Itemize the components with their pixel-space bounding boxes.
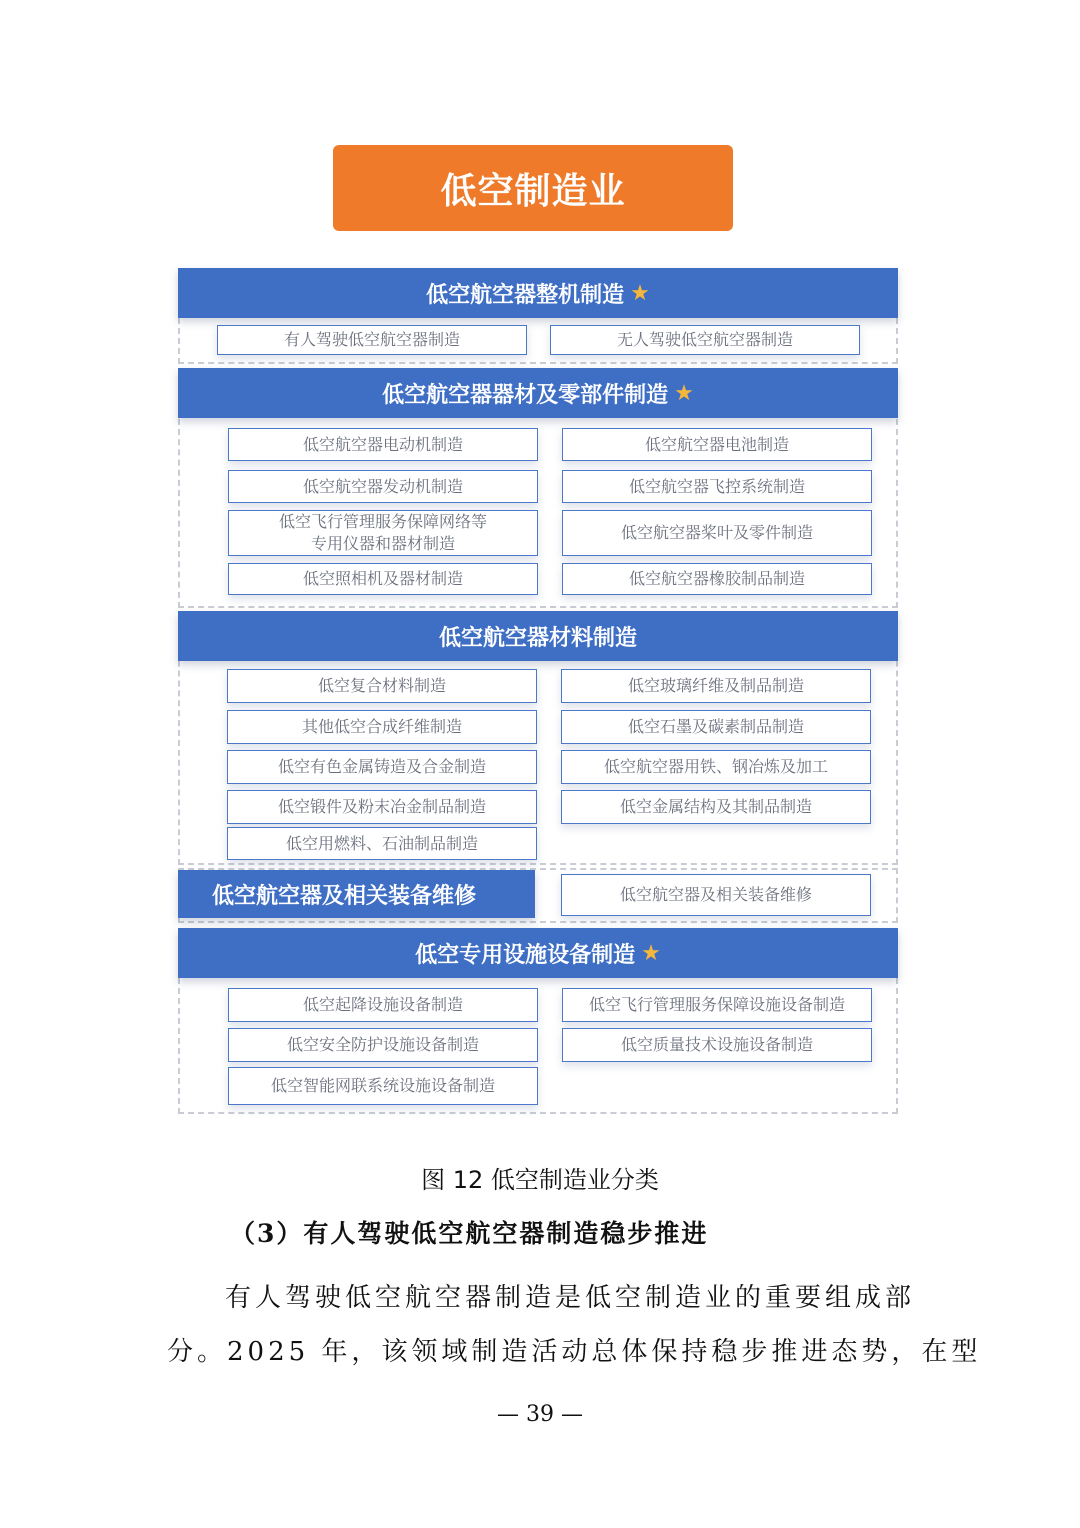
category-item: 低空航空器发动机制造 [228, 470, 538, 503]
category-item: 低空飞行管理服务保障设施设备制造 [562, 988, 872, 1022]
category-item: 低空飞行管理服务保障网络等 专用仪器和器材制造 [228, 510, 538, 556]
category-item: 有人驾驶低空航空器制造 [217, 325, 527, 355]
category-item: 低空安全防护设施设备制造 [228, 1028, 538, 1062]
category-item: 低空航空器用铁、钢冶炼及加工 [561, 750, 871, 784]
category-item: 低空航空器及相关装备维修 [561, 874, 871, 916]
figure-caption: 图 12 低空制造业分类 [421, 1166, 659, 1194]
section-header: 低空专用设施设备制造 ★ [178, 928, 898, 978]
category-item: 其他低空合成纤维制造 [227, 710, 537, 744]
category-item: 低空智能网联系统设施设备制造 [228, 1067, 538, 1105]
category-item: 低空航空器电动机制造 [228, 428, 538, 461]
section-header: 低空航空器材料制造 [178, 611, 898, 661]
diagram-title: 低空制造业 [333, 145, 733, 231]
category-item: 低空金属结构及其制品制造 [561, 790, 871, 824]
category-item: 低空有色金属铸造及合金制造 [227, 750, 537, 784]
page-number: — 39 — [497, 1402, 583, 1427]
category-item: 低空用燃料、石油制品制造 [227, 827, 537, 860]
category-item: 低空质量技术设施设备制造 [562, 1028, 872, 1062]
category-item: 低空石墨及碳素制品制造 [561, 710, 871, 744]
section-header: 低空航空器整机制造 ★ [178, 268, 898, 318]
paragraph-line: 分。2025 年，该领域制造活动总体保持稳步推进态势，在型 [167, 1337, 982, 1367]
category-item: 低空照相机及器材制造 [228, 563, 538, 595]
star-icon: ★ [674, 380, 694, 406]
category-item: 无人驾驶低空航空器制造 [550, 325, 860, 355]
category-item: 低空复合材料制造 [227, 669, 537, 703]
category-item: 低空玻璃纤维及制品制造 [561, 669, 871, 703]
star-icon: ★ [630, 280, 650, 306]
section-subheading: （3）有人驾驶低空航空器制造稳步推进 [230, 1219, 709, 1248]
paragraph-line: 有人驾驶低空航空器制造是低空制造业的重要组成部 [225, 1283, 916, 1313]
star-icon: ★ [641, 940, 661, 966]
category-item: 低空起降设施设备制造 [228, 988, 538, 1022]
category-item: 低空锻件及粉末冶金制品制造 [227, 790, 537, 824]
section-header: 低空航空器及相关装备维修 [178, 870, 535, 918]
section-header: 低空航空器器材及零部件制造 ★ [178, 368, 898, 418]
category-item: 低空航空器电池制造 [562, 428, 872, 461]
category-item: 低空航空器橡胶制品制造 [562, 563, 872, 595]
category-item: 低空航空器飞控系统制造 [562, 470, 872, 503]
category-item: 低空航空器桨叶及零件制造 [562, 510, 872, 556]
